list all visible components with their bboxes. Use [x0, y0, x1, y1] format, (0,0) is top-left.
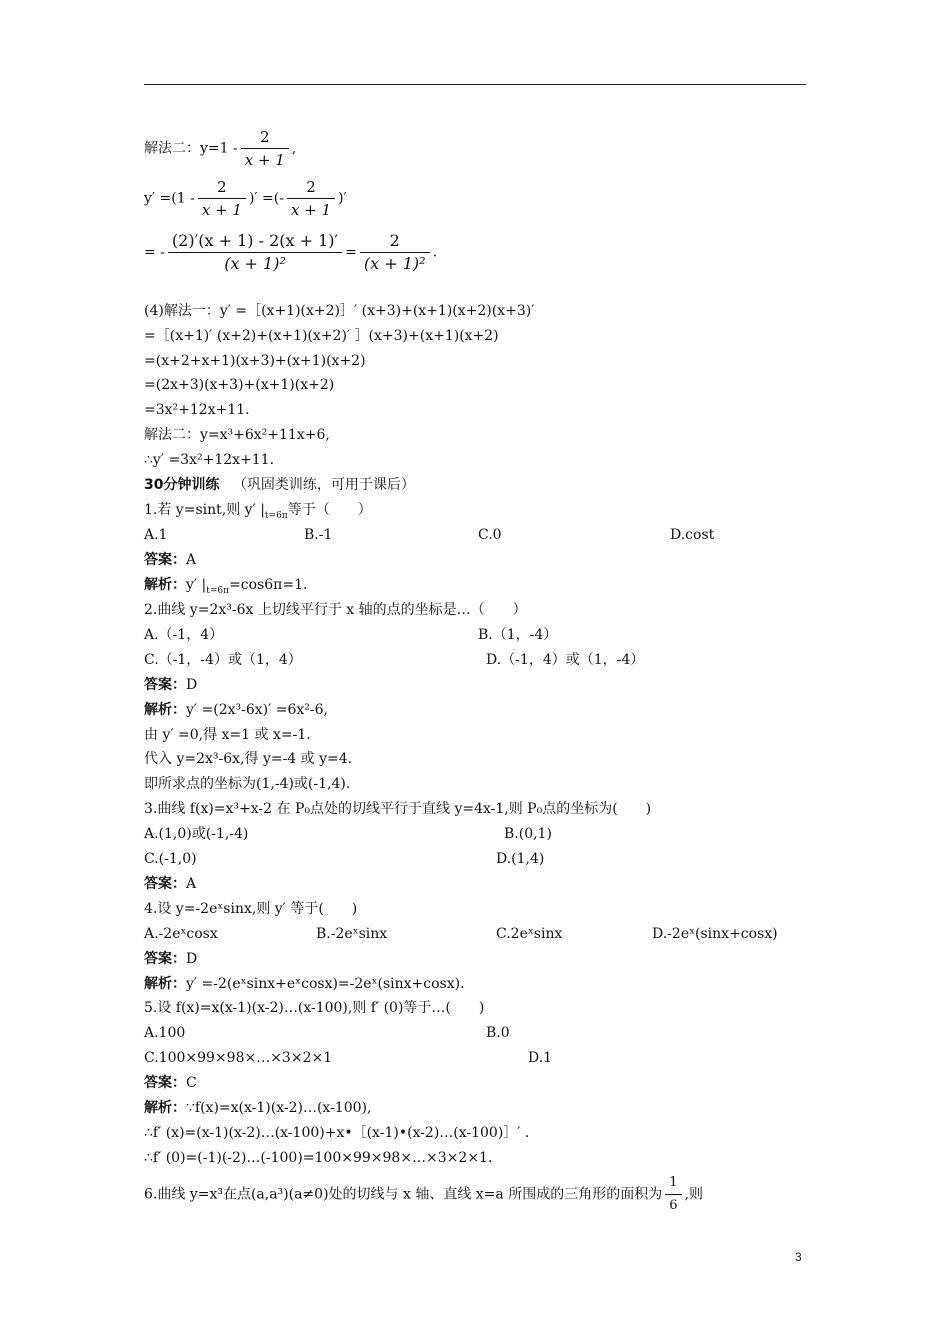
text-line: ∴f′ (x)=(x-1)(x-2)…(x-100)+x•［(x-1)•(x-2)…(x-100)］′ . — [144, 1125, 530, 1141]
q5-analysis: 解析：∵f(x)=x(x-1)(x-2)…(x-100), — [144, 1100, 372, 1116]
section-heading — [144, 476, 415, 494]
text-line: =(2x+3)(x+3)+(x+1)(x+2) — [144, 377, 335, 393]
option: A.(1,0)或(-1,-4) — [144, 826, 249, 842]
quotient-line: = - $\frac{(2)'(x + 1) - 2(x + 1)'}{\text{(x + 1)²}}$ = $\frac{2}{\text{(x + 1)²}}$ . — [144, 231, 438, 273]
text-line: 代入 y=2x³-6x,得 y=-4 或 y=4. — [144, 751, 353, 767]
option: C.(-1,0) — [144, 851, 197, 867]
sol2-label: 解法二：y=1 - — [144, 140, 238, 157]
q2-answer: 答案：D — [144, 677, 198, 693]
q1-analysis: 解析：y′ $|_{t=6\pi}=\cos 6\pi=1$. — [144, 577, 308, 596]
text-line: 由 y′ =0,得 x=1 或 x=-1. — [144, 727, 311, 743]
sol2-line: 解法二：y=1 - $\frac{2}{x + 1}$ , — [144, 128, 297, 169]
option: C.100×99×98×…×3×2×1 — [144, 1050, 333, 1066]
section-subtitle: （巩固类训练，可用于课后） — [232, 477, 415, 493]
q4-analysis: 解析：y′ =-2(eˣsinx+eˣcosx)=-2eˣ(sinx+cosx). — [144, 976, 465, 992]
option: A.1 — [144, 527, 168, 543]
option: B.(0,1) — [504, 826, 552, 842]
section-title: 30分钟训练 — [144, 477, 220, 493]
option: C.0 — [478, 527, 502, 543]
q2-analysis: 解析：y′ =(2x³-6x)′ =6x²-6, — [144, 702, 329, 718]
question-2: 2.曲线 y=2x³-6x 上切线平行于 x 轴的点的坐标是…（ ） — [144, 602, 527, 618]
fraction: $\frac{2}{x + 1}$ — [287, 178, 335, 219]
option: C.（-1，-4）或（1，4） — [144, 652, 302, 668]
option: B.-2eˣsinx — [316, 926, 388, 942]
derivative-line: y′ =(1 - $\frac{2}{x + 1}$ )′ =(- $\frac{2}{x + 1}$ )′ — [144, 178, 347, 219]
fraction: $\frac{2}{x + 1}$ — [198, 178, 246, 219]
question-3: 3.曲线 f(x)=x³+x-2 在 P₀点处的切线平行于直线 y=4x-1,则 P₀点的坐标为( ) — [144, 801, 652, 817]
question-5: 5.设 f(x)=x(x-1)(x-2)…(x-100),则 f′ (0)等于…( ) — [144, 1000, 485, 1016]
option: D.(1,4) — [496, 851, 545, 867]
header-rule — [144, 84, 806, 85]
option: A.（-1，4） — [144, 627, 224, 643]
option: A.100 — [144, 1025, 186, 1041]
question-4: 4.设 y=-2eˣsinx,则 y′ 等于( ) — [144, 901, 358, 917]
q5-answer: 答案：C — [144, 1075, 197, 1091]
option: C.2eˣsinx — [496, 926, 563, 942]
q4-answer: 答案：D — [144, 951, 198, 967]
q3-answer: 答案：A — [144, 876, 197, 892]
fraction: $\frac{1}{6}$ — [665, 1174, 681, 1215]
fraction: $\frac{(2)'(x + 1) - 2(x + 1)'}{\text{(x + 1)²}}$ — [168, 232, 342, 273]
text-line: 解法二：y=x³+6x²+11x+6, — [144, 427, 330, 443]
text-line: =(x+2+x+1)(x+3)+(x+1)(x+2) — [144, 353, 366, 369]
text-line: 即所求点的坐标为(1,-4)或(-1,4). — [144, 776, 351, 792]
option: D.cost — [670, 527, 715, 543]
question-1: 1.若 y=sint,则 y′ $|_{t=6\pi}$等于（ ） — [144, 502, 372, 521]
option: B.-1 — [304, 527, 333, 543]
text-line: ∴f′ (0)=(-1)(-2)…(-100)=100×99×98×…×3×2×1. — [144, 1150, 493, 1166]
option: B.（1，-4） — [478, 627, 558, 643]
text-line: (4)解法一：y′ =［(x+1)(x+2)］′ (x+3)+(x+1)(x+2)(x+3)′ — [144, 303, 535, 319]
option: D.-2eˣ(sinx+cosx) — [652, 926, 778, 942]
option: D.（-1，4）或（1，-4） — [486, 652, 645, 668]
option: B.0 — [486, 1025, 510, 1041]
text-line: ∴y′ =3x²+12x+11. — [144, 452, 275, 468]
page-number: 3 — [795, 1250, 802, 1264]
fraction: $\frac{2}{x + 1}$ — [241, 128, 289, 169]
fraction: $\frac{2}{\text{(x + 1)²}}$ — [360, 232, 430, 273]
option: A.-2eˣcosx — [144, 926, 218, 942]
text-line: =3x²+12x+11. — [144, 402, 250, 418]
question-6: 6.曲线 y=x³在点(a,a³)(a≠0)处的切线与 x 轴、直线 x=a 所围成的三角形的面积为 $\frac{1}{6}$ ,则 — [144, 1175, 703, 1213]
q1-answer: 答案：A — [144, 552, 197, 568]
option: D.1 — [528, 1050, 553, 1066]
text-line: =［(x+1)′ (x+2)+(x+1)(x+2)′ ］(x+3)+(x+1)(x+2) — [144, 328, 499, 344]
